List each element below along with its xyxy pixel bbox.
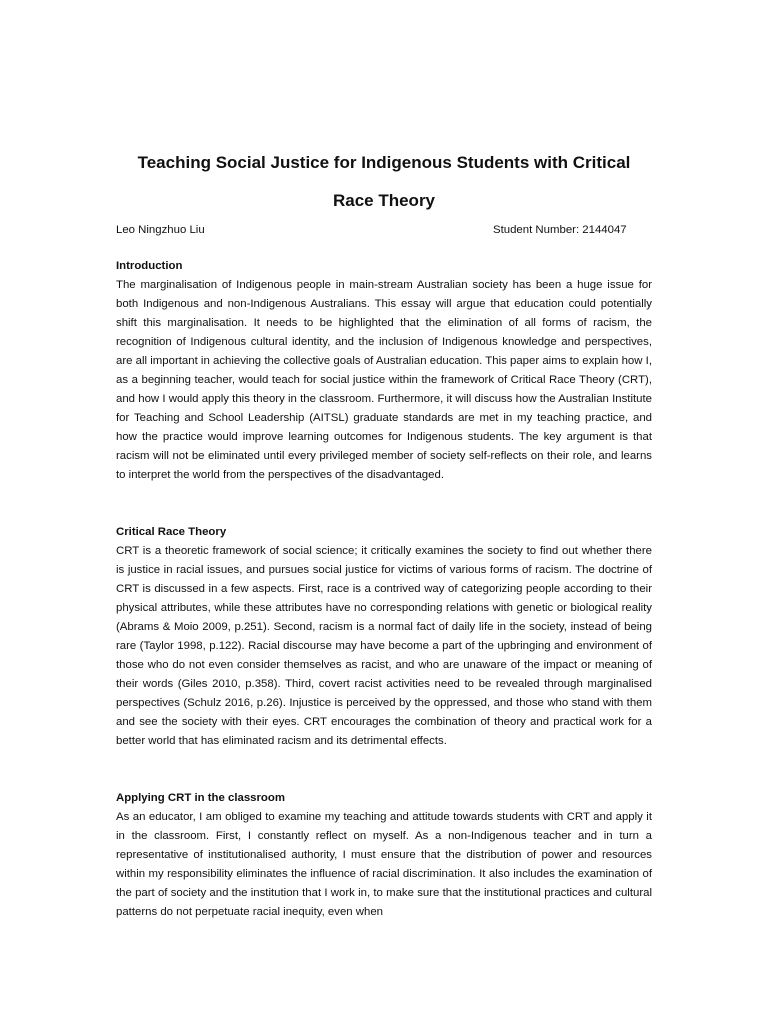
section-applying-crt (116, 789, 652, 922)
author-row (116, 221, 654, 239)
section-introduction (116, 257, 652, 485)
section-body: CRT is a theoretic framework of social science; it critically examines the society to find out whether there is justice in racial issues, and pursues social justice for victims of various forms of racism. The doctrine of CRT is discussed in a few aspects. First, race is a contrived way of categorizing people according to their physical attributes, while these attributes have no corresponding relations with genetic or biological reality (Abrams & Moio 2009, p.251). Second, racism is a normal fact of daily life in the society, instead of being rare (Taylor 1998, p.122). Racial discourse may have become a part of the upbringing and environment of those who do not even consider themselves as racist, and who are unaware of the impact or meaning of their words (Giles 2010, p.358). Third, covert racist activities need to be revealed through marginalised perspectives (Schulz 2016, p.26). Injustice is perceived by the oppressed, and those who stand with them and see the society with their eyes. CRT encourages the combination of theory and practical work for a better world that has eliminated racism and its detrimental effects. (116, 545, 652, 747)
section-critical-race-theory (116, 523, 652, 751)
section-heading: Critical Race Theory (116, 526, 227, 538)
document-title-line-1: Teaching Social Justice for Indigenous Students with Critical (137, 153, 631, 172)
student-number: Student Number: 2144047 (493, 224, 627, 236)
section-body: The marginalisation of Indigenous people in main-stream Australian society has been a huge issue for both Indigenous and non-Indigenous Australians. This essay will argue that education could potentially shift this marginalisation. It needs to be highlighted that the elimination of all forms of racism, the recognition of Indigenous cultural identity, and the inclusion of Indigenous knowledge and perspectives, are all important in achieving the collective goals of Australian education. This paper aims to explain how I, as a beginning teacher, would teach for social justice within the framework of Critical Race Theory (CRT), and how I would apply this theory in the classroom. Furthermore, it will discuss how the Australian Institute for Teaching and School Leadership (AITSL) graduate standards are met in my teaching practice, and how the practice would improve learning outcomes for Indigenous students. The key argument is that racism will not be eliminated until every privileged member of society self-reflects on their role, and learns to interpret the world from the perspectives of the disadvantaged. (116, 279, 652, 481)
author-name: Leo Ningzhuo Liu (116, 224, 205, 236)
section-heading: Introduction (116, 260, 183, 272)
section-body: As an educator, I am obliged to examine my teaching and attitude towards students with CRT and apply it in the classroom. First, I constantly reflect on myself. As a non-Indigenous teacher and in turn a representative of institutionalised authority, I must ensure that the distribution of power and resources within my responsibility eliminates the influence of racial discrimination. It also includes the examination of the part of society and the institution that I work in, to make sure that the institutional practices and cultural patterns do not perpetuate racial inequity, even when (116, 811, 652, 918)
document-title-line-2: Race Theory (332, 191, 436, 210)
section-heading: Applying CRT in the classroom (116, 792, 285, 804)
